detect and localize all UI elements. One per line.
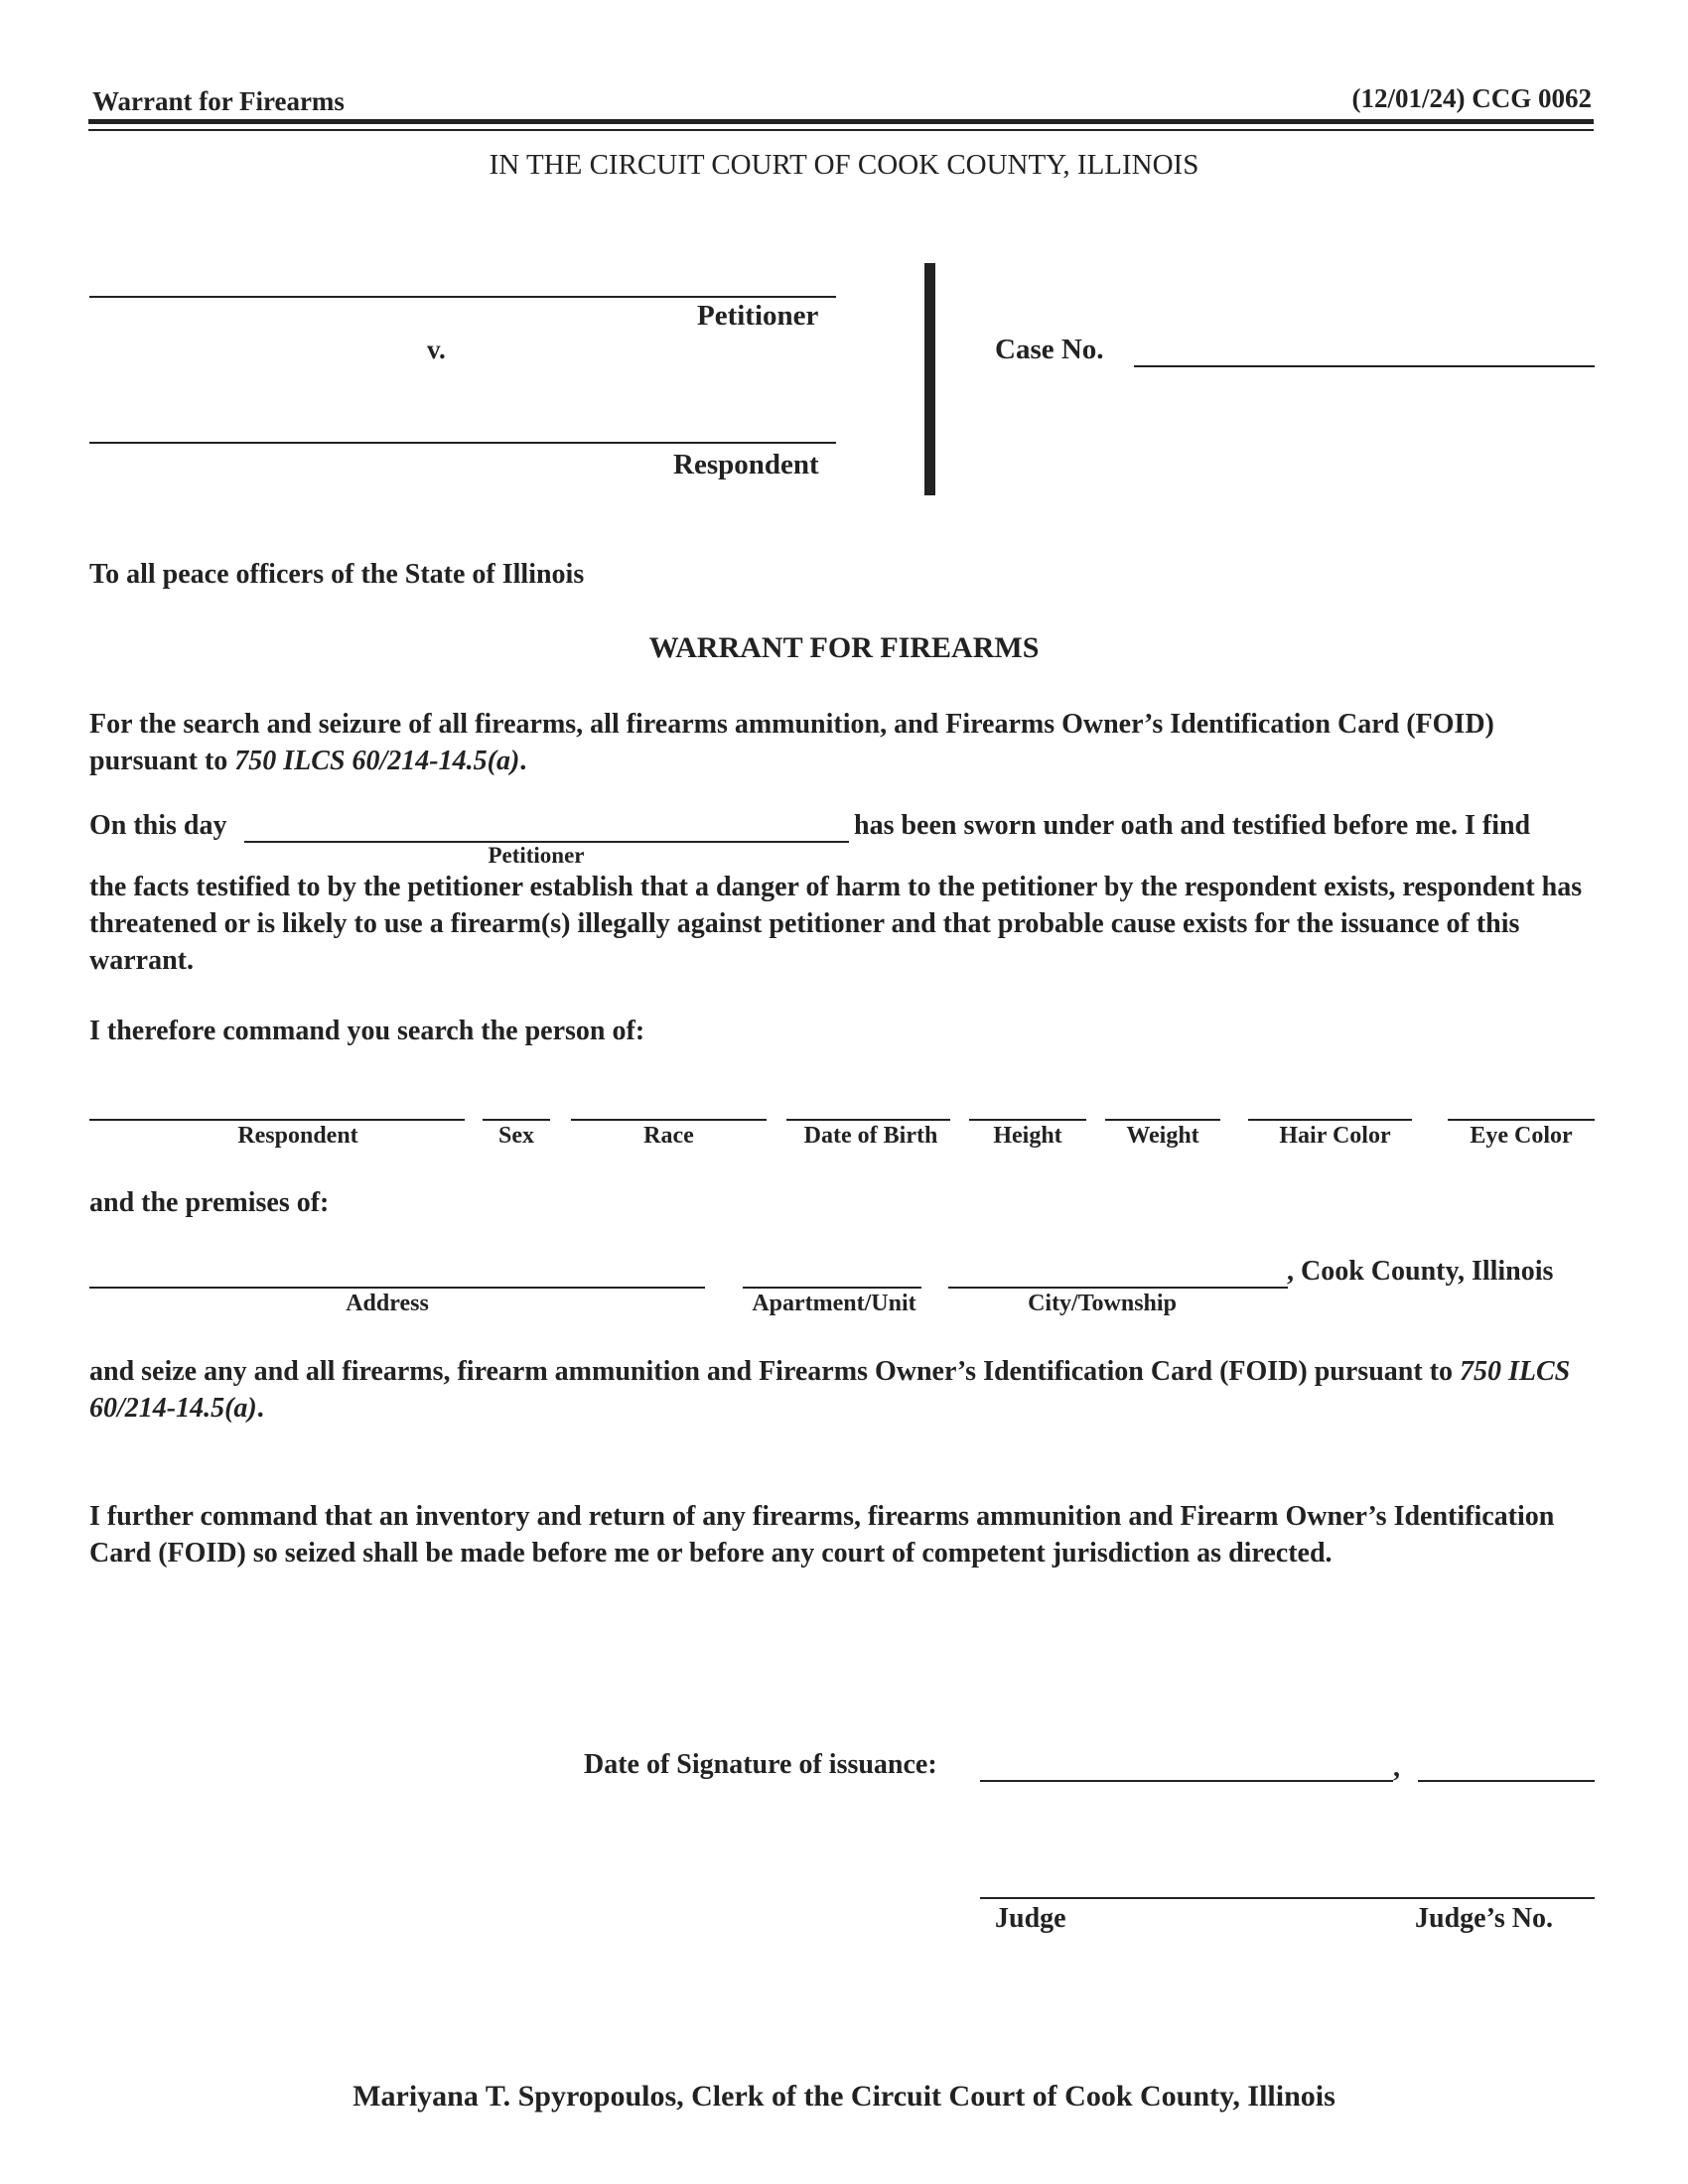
intro-citation: 750 ILCS 60/214-14.5(a) bbox=[234, 746, 520, 776]
sex-caption: Sex bbox=[498, 1123, 534, 1149]
command-person: I therefore command you search the person of: bbox=[89, 1016, 645, 1046]
case-no-field[interactable] bbox=[1134, 365, 1595, 367]
date-of-birth-caption: Date of Birth bbox=[803, 1123, 938, 1149]
inventory-paragraph: I further command that an inventory and return of any firearms, firearms ammunition and Firearm Owner’s Identification Card (FOID) so seized shall be made before me or before any court of competent jurisdiction as directed. bbox=[89, 1501, 1555, 1569]
intro-end: . bbox=[519, 746, 527, 776]
signature-date-comma: , bbox=[1393, 1752, 1400, 1783]
case-no-label: Case No. bbox=[995, 334, 1104, 365]
height-field[interactable] bbox=[969, 1119, 1086, 1121]
premises-suffix: , Cook County, Illinois bbox=[1287, 1256, 1554, 1287]
oath-petitioner-caption: Petitioner bbox=[488, 843, 585, 868]
weight-field[interactable] bbox=[1105, 1119, 1220, 1121]
signature-date-field[interactable] bbox=[980, 1780, 1393, 1782]
seize-paragraph bbox=[89, 1353, 1599, 1427]
oath-suffix: has been sworn under oath and testified before me. I find bbox=[854, 810, 1531, 841]
respondent-field[interactable] bbox=[89, 1119, 465, 1121]
race-caption: Race bbox=[643, 1123, 694, 1149]
seize-text: and seize any and all firearms, firearm ammunition and Firearms Owner’s Identification Card (FOID) pursuant to bbox=[89, 1356, 1460, 1387]
hair-color-caption: Hair Color bbox=[1279, 1123, 1391, 1149]
apartment-unit-caption: Apartment/Unit bbox=[752, 1291, 916, 1316]
eye-color-caption: Eye Color bbox=[1470, 1123, 1573, 1149]
respondent-label: Respondent bbox=[673, 449, 819, 480]
city-township-caption: City/Township bbox=[1028, 1291, 1177, 1316]
seize-end: . bbox=[256, 1393, 264, 1424]
form-title: WARRANT FOR FIREARMS bbox=[648, 631, 1040, 664]
signature-year-field[interactable] bbox=[1418, 1780, 1595, 1782]
oath-prefix: On this day bbox=[89, 810, 227, 841]
versus-label: v. bbox=[427, 335, 446, 364]
header-rule-thick bbox=[88, 119, 1594, 124]
city-township-field[interactable] bbox=[948, 1287, 1288, 1289]
petitioner-label: Petitioner bbox=[697, 300, 819, 332]
respondent-name-field[interactable] bbox=[89, 442, 836, 444]
oath-continuation: the facts testified to by the petitioner establish that a danger of harm to the petitioner by the respondent exists, respondent has threatened or is likely to use a firearm(s) illegally against petitioner and that probable cause exists for the issuance of this warrant. bbox=[89, 872, 1583, 976]
race-field[interactable] bbox=[571, 1119, 767, 1121]
clerk-footer: Mariyana T. Spyropoulos, Clerk of the Circuit Court of Cook County, Illinois bbox=[352, 2080, 1336, 2113]
premises-intro: and the premises of: bbox=[89, 1187, 330, 1218]
court-title: IN THE CIRCUIT COURT OF COOK COUNTY, ILLINOIS bbox=[489, 149, 1199, 181]
eye-color-field[interactable] bbox=[1448, 1119, 1595, 1121]
judge-no-label: Judge’s No. bbox=[1415, 1903, 1553, 1934]
apartment-unit-field[interactable] bbox=[743, 1287, 921, 1289]
date-of-birth-field[interactable] bbox=[786, 1119, 950, 1121]
salutation: To all peace officers of the State of Illinois bbox=[89, 559, 585, 590]
form-header-title: Warrant for Firearms bbox=[92, 86, 345, 116]
seize-citation: 750 ILCS 60/214-14.5(a) bbox=[89, 1356, 1571, 1424]
date-of-signature-label: Date of Signature of issuance: bbox=[584, 1749, 937, 1780]
intro-text: For the search and seizure of all firearms, all firearms ammunition, and Firearms Owner’s Identification Card (FOID) pursuant to bbox=[89, 709, 1494, 776]
height-caption: Height bbox=[993, 1123, 1062, 1149]
caption-divider bbox=[924, 263, 935, 495]
address-field[interactable] bbox=[89, 1287, 705, 1289]
hair-color-field[interactable] bbox=[1248, 1119, 1412, 1121]
form-code: (12/01/24) CCG 0062 bbox=[1351, 83, 1592, 113]
judge-signature-field[interactable] bbox=[980, 1897, 1595, 1899]
respondent-caption: Respondent bbox=[237, 1123, 358, 1149]
petitioner-name-field[interactable] bbox=[89, 296, 836, 298]
judge-label: Judge bbox=[995, 1903, 1066, 1934]
header-rule-thin bbox=[88, 129, 1594, 131]
sex-field[interactable] bbox=[483, 1119, 550, 1121]
intro-paragraph bbox=[89, 706, 1599, 779]
address-caption: Address bbox=[346, 1291, 429, 1316]
weight-caption: Weight bbox=[1126, 1123, 1199, 1149]
